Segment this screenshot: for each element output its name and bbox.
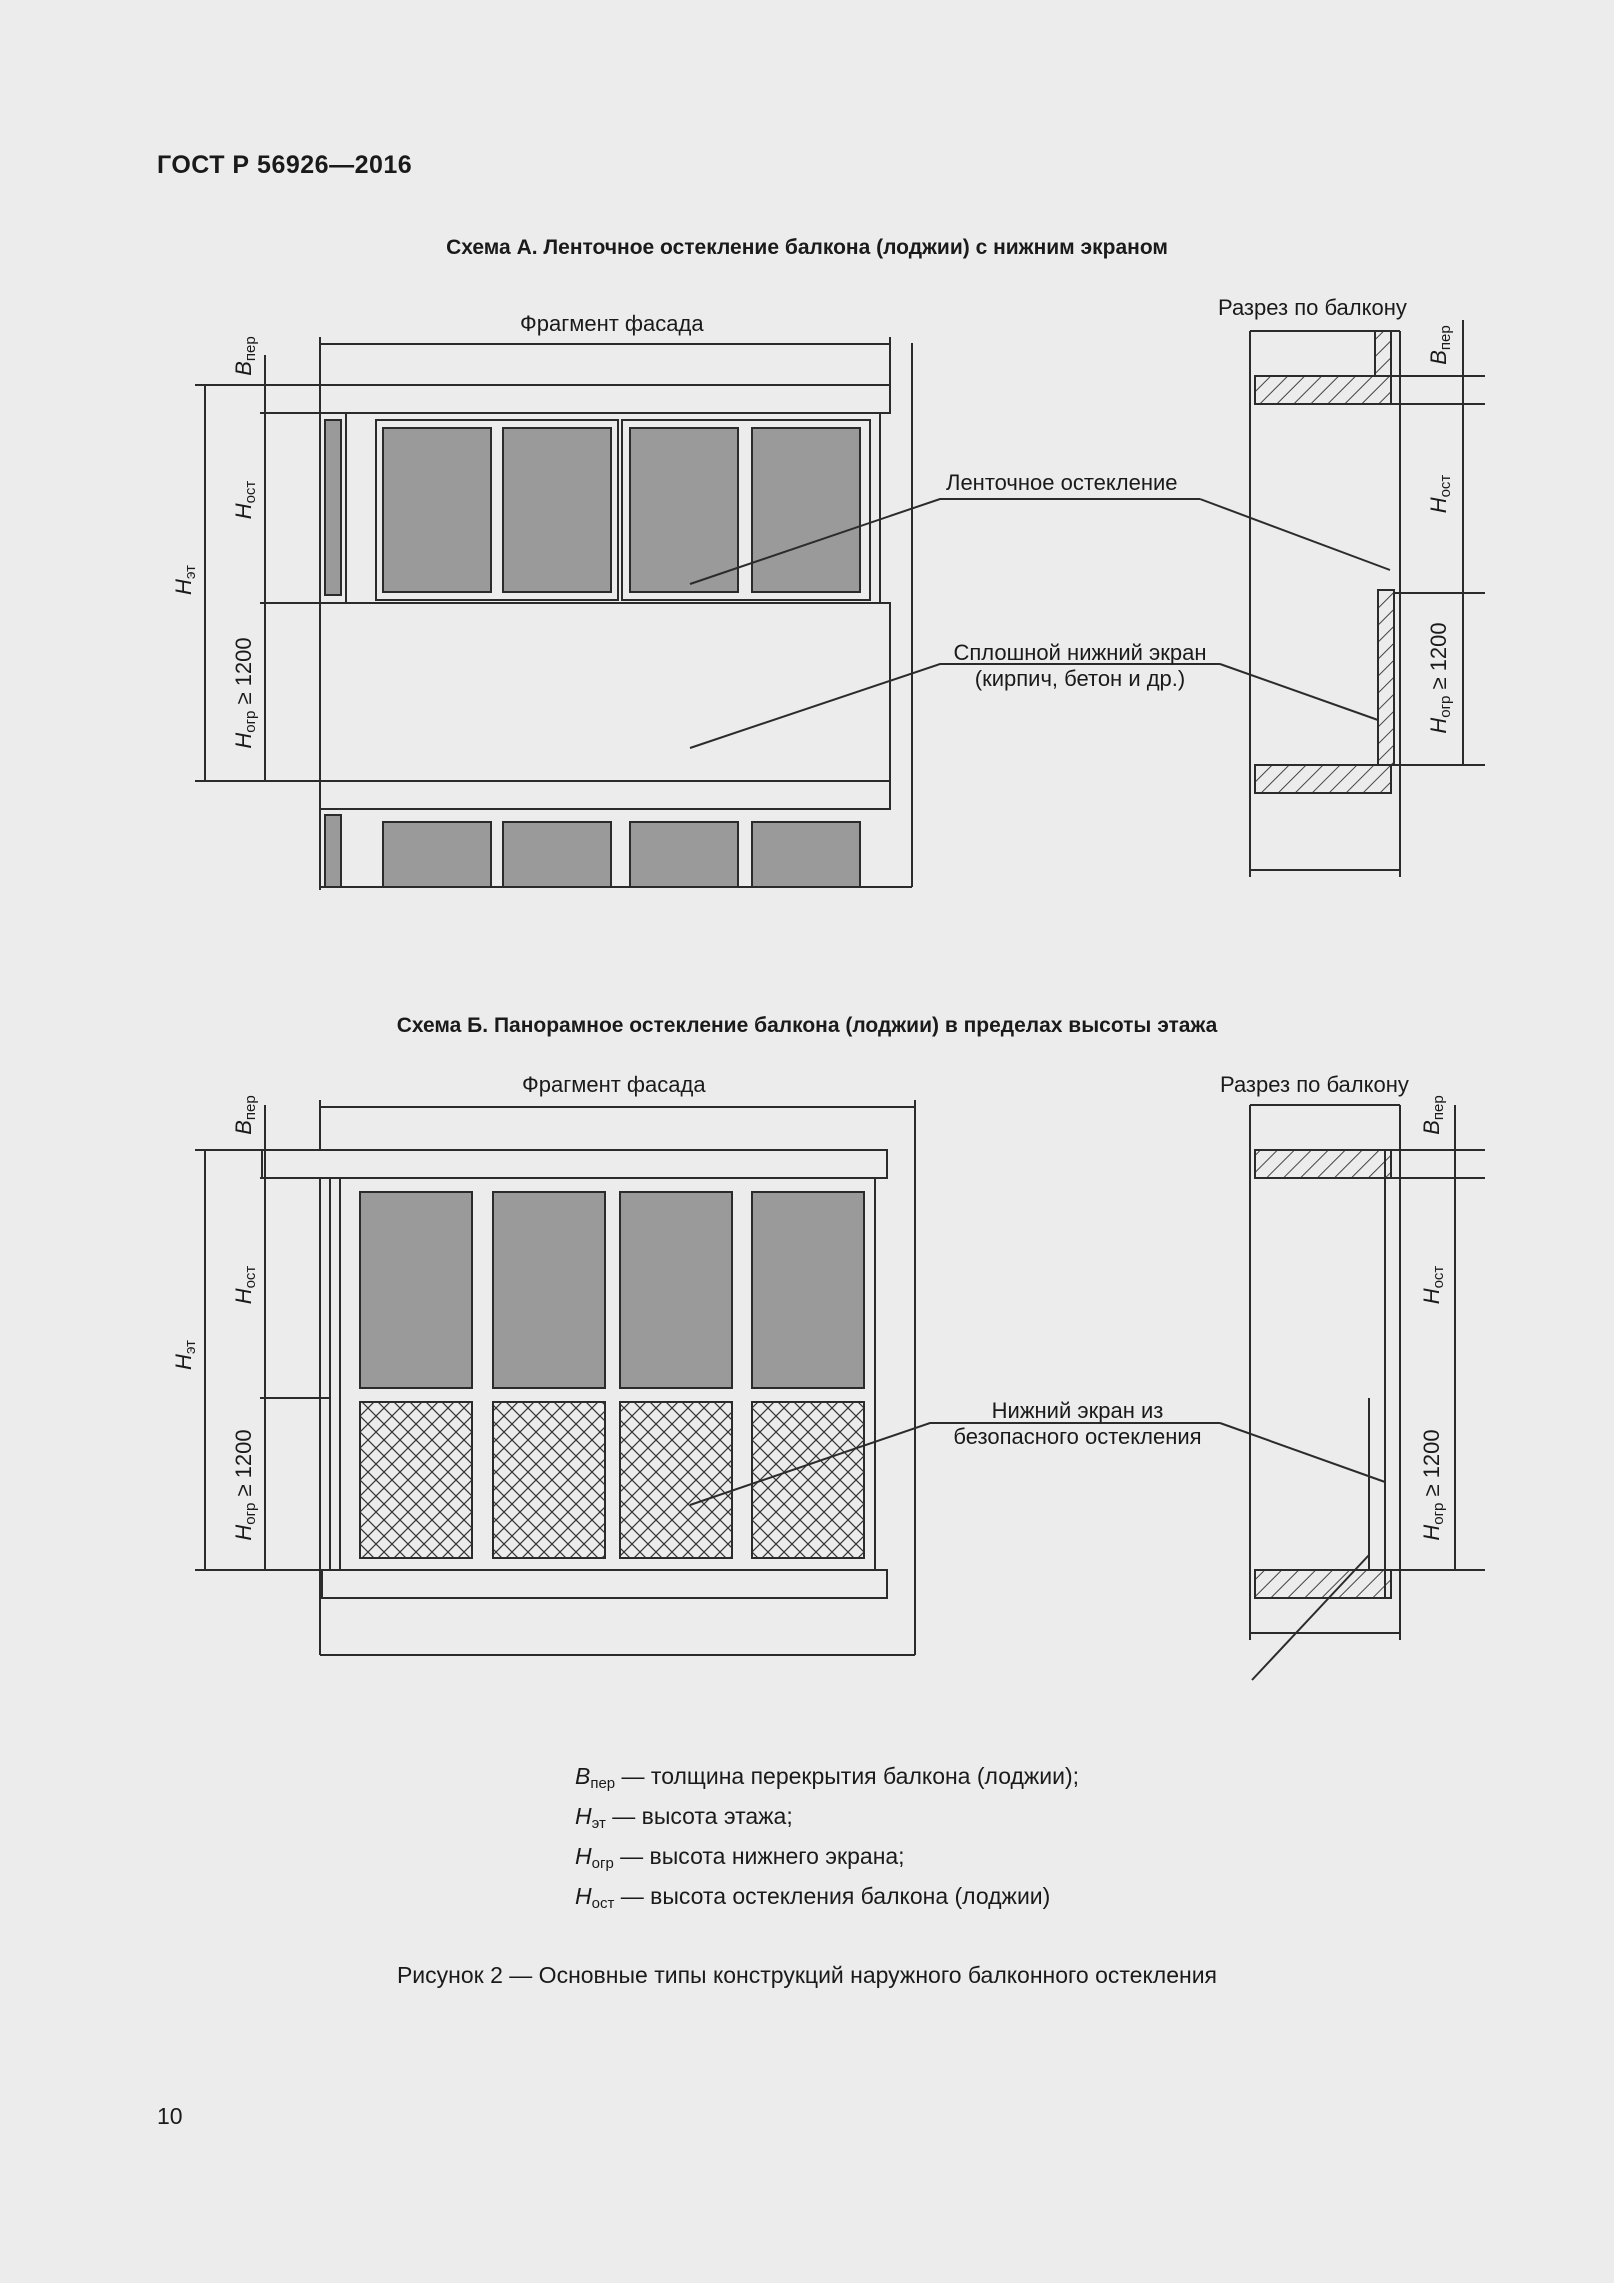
legend-item: $H_{ост}$ — высота остекления балкона (лоджии) [575, 1883, 1051, 1912]
legend-item: $H_{огр}$ — высота нижнего экрана; [575, 1843, 905, 1872]
dim-b-per-b-right: $B_{пер}$ [1419, 1095, 1447, 1135]
scheme-a-facade [195, 337, 1220, 890]
scheme-a-facade-label: Фрагмент фасада [520, 311, 704, 336]
figure-caption: Рисунок 2 — Основные типы конструкций наружного балконного остекления [396, 1962, 1218, 1988]
dim-h-ost-a-right: $H_{ост}$ [1426, 474, 1454, 514]
callout-line-2: (кирпич, бетон и др.) [974, 666, 1186, 691]
legend [575, 1760, 1079, 1920]
legend-item: $H_{эт}$ — высота этажа; [575, 1803, 793, 1832]
scheme-b-facade-label: Фрагмент фасада [522, 1072, 706, 1097]
scheme-b-section-label: Разрез по балкону [1220, 1072, 1409, 1097]
page-number: 10 [157, 2103, 183, 2129]
dim-h-ost-b-right: $H_{ост}$ [1419, 1265, 1447, 1305]
scheme-b-title: Схема Б. Панорамное остекление балкона (лоджии) в пределах высоты этажа [396, 1014, 1218, 1037]
callout-line-1: Сплошной нижний экран [953, 640, 1207, 665]
scheme-a-section-label: Разрез по балкону [1218, 295, 1407, 320]
scheme-a-title: Схема А. Ленточное остекление балкона (лоджии) с нижним экраном [446, 236, 1168, 259]
scheme-a-callout-solid-screen [940, 640, 1220, 692]
scheme-b-section [1220, 1105, 1485, 1680]
dim-h-et-a-left: $H_{эт}$ [171, 564, 199, 596]
scheme-b-facade [195, 1100, 1220, 1655]
legend-item: $B_{пер}$ — толщина перекрытия балкона (лоджии); [575, 1763, 1080, 1792]
dim-h-et-b-left: $H_{эт}$ [171, 1339, 199, 1371]
dim-h-ost-a-left: $H_{ост}$ [231, 480, 259, 520]
dim-b-per-a-right: $B_{пер}$ [1426, 325, 1454, 365]
scheme-a-callout-ribbon-glazing: Ленточное остекление [946, 470, 1178, 495]
dim-b-per-b-left: $B_{пер}$ [231, 1095, 259, 1135]
dim-h-ogr-b-right: $H_{огр} \ge 1200$ [1419, 1429, 1447, 1541]
document-header: ГОСТ Р 56926—2016 [157, 151, 413, 179]
dim-b-per-a-left: $B_{пер}$ [231, 336, 259, 376]
callout-line-2: безопасного остекления [953, 1424, 1202, 1449]
scheme-a-section [1200, 320, 1485, 877]
dim-h-ost-b-left: $H_{ост}$ [231, 1265, 259, 1305]
dim-h-ogr-b-left: $H_{огр} \ge 1200$ [231, 1429, 259, 1541]
dim-h-ogr-a-right: $H_{огр} \ge 1200$ [1426, 622, 1454, 734]
callout-line-1: Нижний экран из [991, 1398, 1164, 1423]
dim-h-ogr-a-left: $H_{огр} \ge 1200$ [231, 637, 259, 749]
scheme-b-callout-safety-screen [935, 1398, 1220, 1450]
